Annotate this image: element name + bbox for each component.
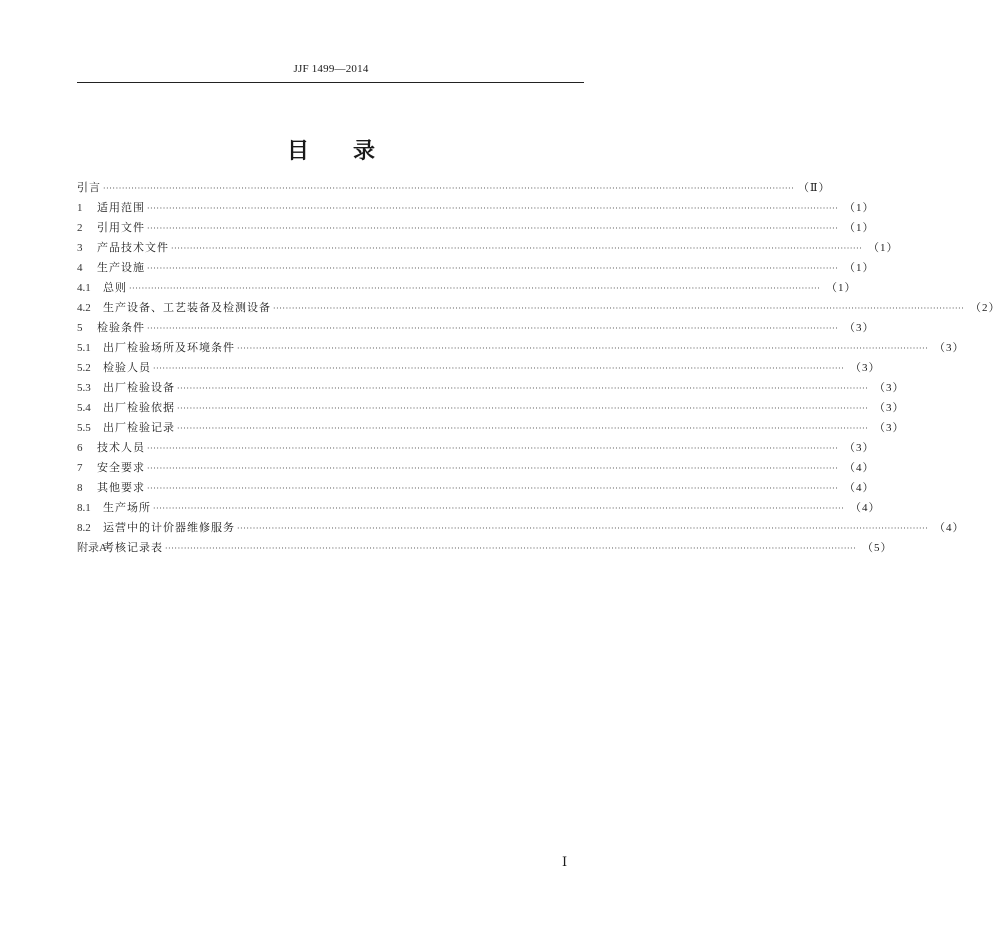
toc-entry[interactable]: [77, 198, 875, 218]
toc-entry[interactable]: [77, 418, 905, 438]
toc-entry-page: （Ⅱ）: [797, 182, 831, 194]
toc-title-char-1: 目: [286, 139, 309, 164]
toc-entry-page: （3）: [873, 422, 905, 434]
toc-entry-page: （2）: [969, 302, 1000, 314]
toc-entry-page: （3）: [933, 342, 965, 354]
toc-entry-page: （4）: [843, 482, 875, 494]
toc-entry[interactable]: [77, 238, 899, 258]
toc-entry[interactable]: [77, 358, 881, 378]
toc-entry-label: 运营中的计价器维修服务: [103, 521, 235, 534]
toc-entry[interactable]: [77, 478, 875, 498]
dot-leader: ····························································································································································································································: [147, 264, 839, 273]
toc-entry-number: 5: [77, 322, 83, 334]
toc-entry-label: 出厂检验设备: [103, 381, 175, 394]
toc-entry-number: 2: [77, 222, 83, 234]
toc-entry-number: 8.2: [77, 522, 91, 534]
dot-leader: ····························································································································································································································: [103, 184, 795, 193]
toc-entry-page: （3）: [843, 322, 875, 334]
dot-leader: ····························································································································································································································: [147, 224, 839, 233]
toc-entry-label: 检验条件: [97, 321, 145, 334]
dot-leader: ····························································································································································································································: [177, 404, 869, 413]
page-number: Ⅰ: [562, 854, 568, 869]
toc-entry-number: 3: [77, 242, 83, 254]
toc-entry[interactable]: [77, 378, 905, 398]
dot-leader: ····························································································································································································································: [147, 484, 839, 493]
toc-entry-number: 1: [77, 202, 83, 214]
header-rule: [77, 82, 584, 83]
toc-entry-page: （3）: [873, 382, 905, 394]
toc-entry-label: 出厂检验记录: [103, 421, 175, 434]
dot-leader: ····························································································································································································································: [165, 544, 857, 553]
dot-leader: ····························································································································································································································: [129, 284, 821, 293]
toc-entry-label: 考核记录表: [103, 541, 163, 554]
toc-entry-page: （4）: [843, 462, 875, 474]
dot-leader: ····························································································································································································································: [147, 444, 839, 453]
dot-leader: ····························································································································································································································: [237, 344, 929, 353]
toc-entry[interactable]: [77, 518, 965, 538]
toc-entry-page: （4）: [933, 522, 965, 534]
toc-entry-label: 引用文件: [97, 221, 145, 234]
toc-entry-number: 5.3: [77, 382, 91, 394]
dot-leader: ····························································································································································································································: [237, 524, 929, 533]
toc-entry-label: 出厂检验场所及环境条件: [103, 341, 235, 354]
dot-leader: ····························································································································································································································: [147, 464, 839, 473]
toc-entry[interactable]: [77, 538, 893, 558]
toc-entry-number: 5.4: [77, 402, 91, 414]
toc-entry-page: （1）: [843, 222, 875, 234]
toc-entry[interactable]: [77, 318, 875, 338]
toc-entry-label: 生产设备、工艺装备及检测设备: [103, 301, 271, 314]
toc-entry-label: 安全要求: [97, 461, 145, 474]
toc-list: [77, 178, 1000, 558]
toc-entry-page: （3）: [873, 402, 905, 414]
toc-entry-label: 适用范围: [97, 201, 145, 214]
dot-leader: ····························································································································································································································: [273, 304, 965, 313]
toc-entry-label: 生产设施: [97, 261, 145, 274]
dot-leader: ····························································································································································································································: [153, 504, 845, 513]
toc-entry-label: 总则: [103, 281, 127, 294]
toc-title-char-2: 录: [353, 139, 376, 164]
dot-leader: ····························································································································································································································: [177, 424, 869, 433]
dot-leader: ····························································································································································································································: [147, 204, 839, 213]
toc-entry-number: 5.5: [77, 422, 91, 434]
toc-entry-number: 5.1: [77, 342, 91, 354]
toc-entry-page: （1）: [867, 242, 899, 254]
toc-entry[interactable]: [77, 458, 875, 478]
toc-entry-number: 7: [77, 462, 83, 474]
toc-entry[interactable]: [77, 498, 881, 518]
toc-entry-label: 检验人员: [103, 361, 151, 374]
toc-title: [0, 134, 662, 165]
toc-entry-label: 生产场所: [103, 501, 151, 514]
toc-entry-page: （3）: [843, 442, 875, 454]
toc-entry-number: 4: [77, 262, 83, 274]
toc-entry-page: （1）: [825, 282, 857, 294]
toc-entry[interactable]: [77, 338, 965, 358]
toc-entry-page: （1）: [843, 262, 875, 274]
toc-entry[interactable]: [77, 398, 905, 418]
toc-entry[interactable]: [77, 258, 875, 278]
toc-entry-number: 5.2: [77, 362, 91, 374]
dot-leader: ····························································································································································································································: [177, 384, 869, 393]
dot-leader: ····························································································································································································································: [171, 244, 863, 253]
toc-entry-page: （4）: [849, 502, 881, 514]
toc-entry-number: 8: [77, 482, 83, 494]
toc-entry-page: （5）: [861, 542, 893, 554]
toc-entry-label: 技术人员: [97, 441, 145, 454]
dot-leader: ····························································································································································································································: [147, 324, 839, 333]
toc-entry-number: 8.1: [77, 502, 91, 514]
toc-entry-label: 产品技术文件: [97, 241, 169, 254]
toc-entry-number: 4.2: [77, 302, 91, 314]
toc-entry[interactable]: [77, 438, 875, 458]
toc-entry-number: 附录A: [77, 542, 107, 554]
page-header-code: JJF 1499—2014: [293, 63, 369, 75]
toc-entry[interactable]: [77, 278, 857, 298]
toc-entry-label: 出厂检验依据: [103, 401, 175, 414]
toc-entry[interactable]: [77, 298, 1000, 318]
toc-entry-number: 6: [77, 442, 83, 454]
toc-entry-page: （1）: [843, 202, 875, 214]
toc-entry[interactable]: [77, 218, 875, 238]
toc-entry[interactable]: [77, 178, 831, 198]
toc-entry-page: （3）: [849, 362, 881, 374]
toc-entry-label: 引言: [77, 181, 101, 194]
toc-entry-label: 其他要求: [97, 481, 145, 494]
dot-leader: ····························································································································································································································: [153, 364, 845, 373]
toc-entry-number: 4.1: [77, 282, 91, 294]
